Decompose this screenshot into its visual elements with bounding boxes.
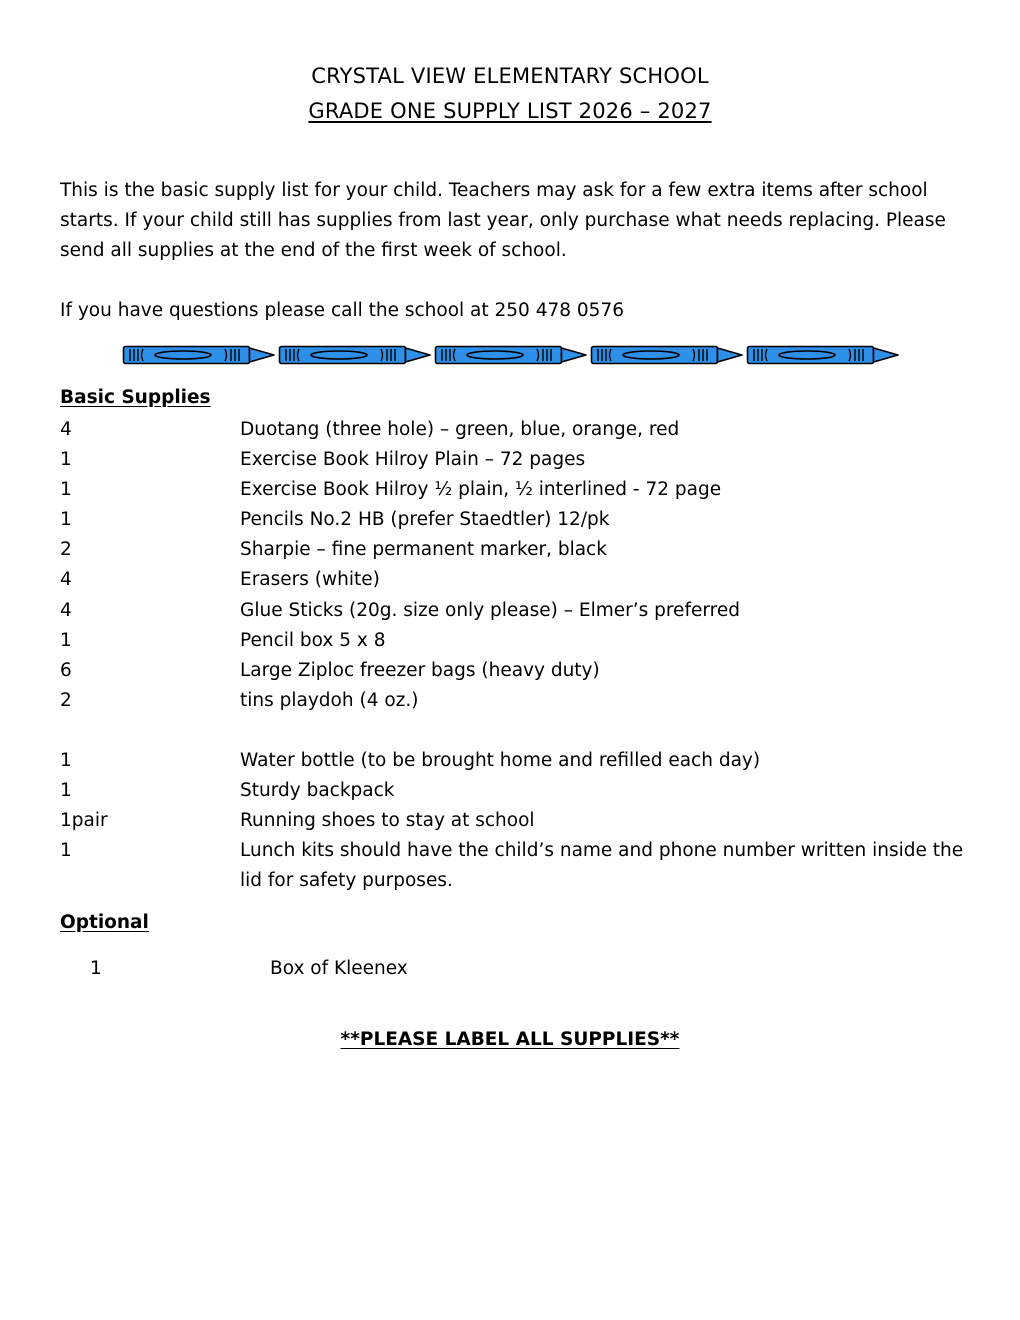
list-item xyxy=(60,596,970,626)
item-quantity: 1 xyxy=(60,479,72,501)
additional-supplies-list xyxy=(60,746,970,896)
list-item xyxy=(60,656,970,686)
item-quantity: 2 xyxy=(60,689,72,711)
crayon-icon xyxy=(278,343,432,367)
basic-supplies-heading: Basic Supplies xyxy=(60,387,211,408)
item-quantity: 4 xyxy=(60,419,72,440)
list-item xyxy=(60,776,970,806)
basic-supplies-list xyxy=(60,415,970,716)
item-description: Pencils No.2 HB (prefer Staedtler) 12/pk xyxy=(240,509,610,531)
list-item xyxy=(60,836,970,896)
item-quantity: 2 xyxy=(60,539,72,561)
item-description: Running shoes to stay at school xyxy=(240,810,535,832)
item-description: Sturdy backpack xyxy=(240,780,395,802)
item-quantity: 1 xyxy=(60,780,72,802)
crayon-icon xyxy=(122,343,276,367)
item-description: Sharpie – fine permanent marker, black xyxy=(240,539,607,561)
item-description: Large Ziploc freezer bags (heavy duty) xyxy=(240,659,600,681)
list-item xyxy=(60,565,970,595)
item-description: Water bottle (to be brought home and refilled each day) xyxy=(240,750,761,771)
item-description: Glue Sticks (20g. size only please) – Elmer’s preferred xyxy=(240,599,740,621)
crayon-icon xyxy=(590,343,744,367)
item-quantity: 4 xyxy=(60,599,72,621)
list-item xyxy=(60,535,970,565)
item-quantity: 1 xyxy=(90,958,102,979)
list-item xyxy=(60,746,970,776)
list-item xyxy=(60,806,970,836)
list-title: GRADE ONE SUPPLY LIST 2026 – 2027 xyxy=(308,99,712,123)
label-supplies-note xyxy=(0,1029,1020,1050)
list-item xyxy=(60,415,970,445)
item-description: Box of Kleenex xyxy=(270,958,408,979)
item-quantity: 1 xyxy=(60,629,72,651)
item-quantity: 4 xyxy=(60,569,72,591)
item-description: Pencil box 5 x 8 xyxy=(240,629,386,651)
item-quantity: 1 xyxy=(60,449,72,471)
item-description: Exercise Book Hilroy ½ plain, ½ interlined - 72 page xyxy=(240,479,722,501)
list-item xyxy=(60,686,970,716)
crayon-icon xyxy=(746,343,900,367)
crayon-divider xyxy=(122,343,902,367)
item-quantity: 1 xyxy=(60,750,72,771)
item-description: tins playdoh (4 oz.) xyxy=(240,689,419,711)
item-quantity: 1pair xyxy=(60,810,108,832)
intro-paragraph: This is the basic supply list for your child. Teachers may ask for a few extra items after school starts. If your child still has supplies from last year, only purchase what needs replacing. Please send all supplies at the end of the first week of school. xyxy=(60,180,946,261)
item-description: Lunch kits should have the child’s name and phone number written inside the lid for safety purposes. xyxy=(240,840,964,892)
optional-heading: Optional xyxy=(60,912,149,933)
item-quantity: 1 xyxy=(60,509,72,531)
item-description: Erasers (white) xyxy=(240,569,380,591)
list-item xyxy=(60,626,970,656)
phone-line: If you have questions please call the school at 250 478 0576 xyxy=(60,300,624,321)
list-item xyxy=(90,954,408,984)
list-item xyxy=(60,445,970,475)
item-description: Duotang (three hole) – green, blue, orange, red xyxy=(240,419,680,440)
item-quantity: 1 xyxy=(60,840,72,862)
list-item xyxy=(60,475,970,505)
list-item xyxy=(60,505,970,535)
label-supplies-text: **PLEASE LABEL ALL SUPPLIES** xyxy=(340,1029,680,1050)
item-description: Exercise Book Hilroy Plain – 72 pages xyxy=(240,449,586,471)
crayon-icon xyxy=(434,343,588,367)
school-name: CRYSTAL VIEW ELEMENTARY SCHOOL xyxy=(311,64,709,88)
item-quantity: 6 xyxy=(60,659,72,681)
